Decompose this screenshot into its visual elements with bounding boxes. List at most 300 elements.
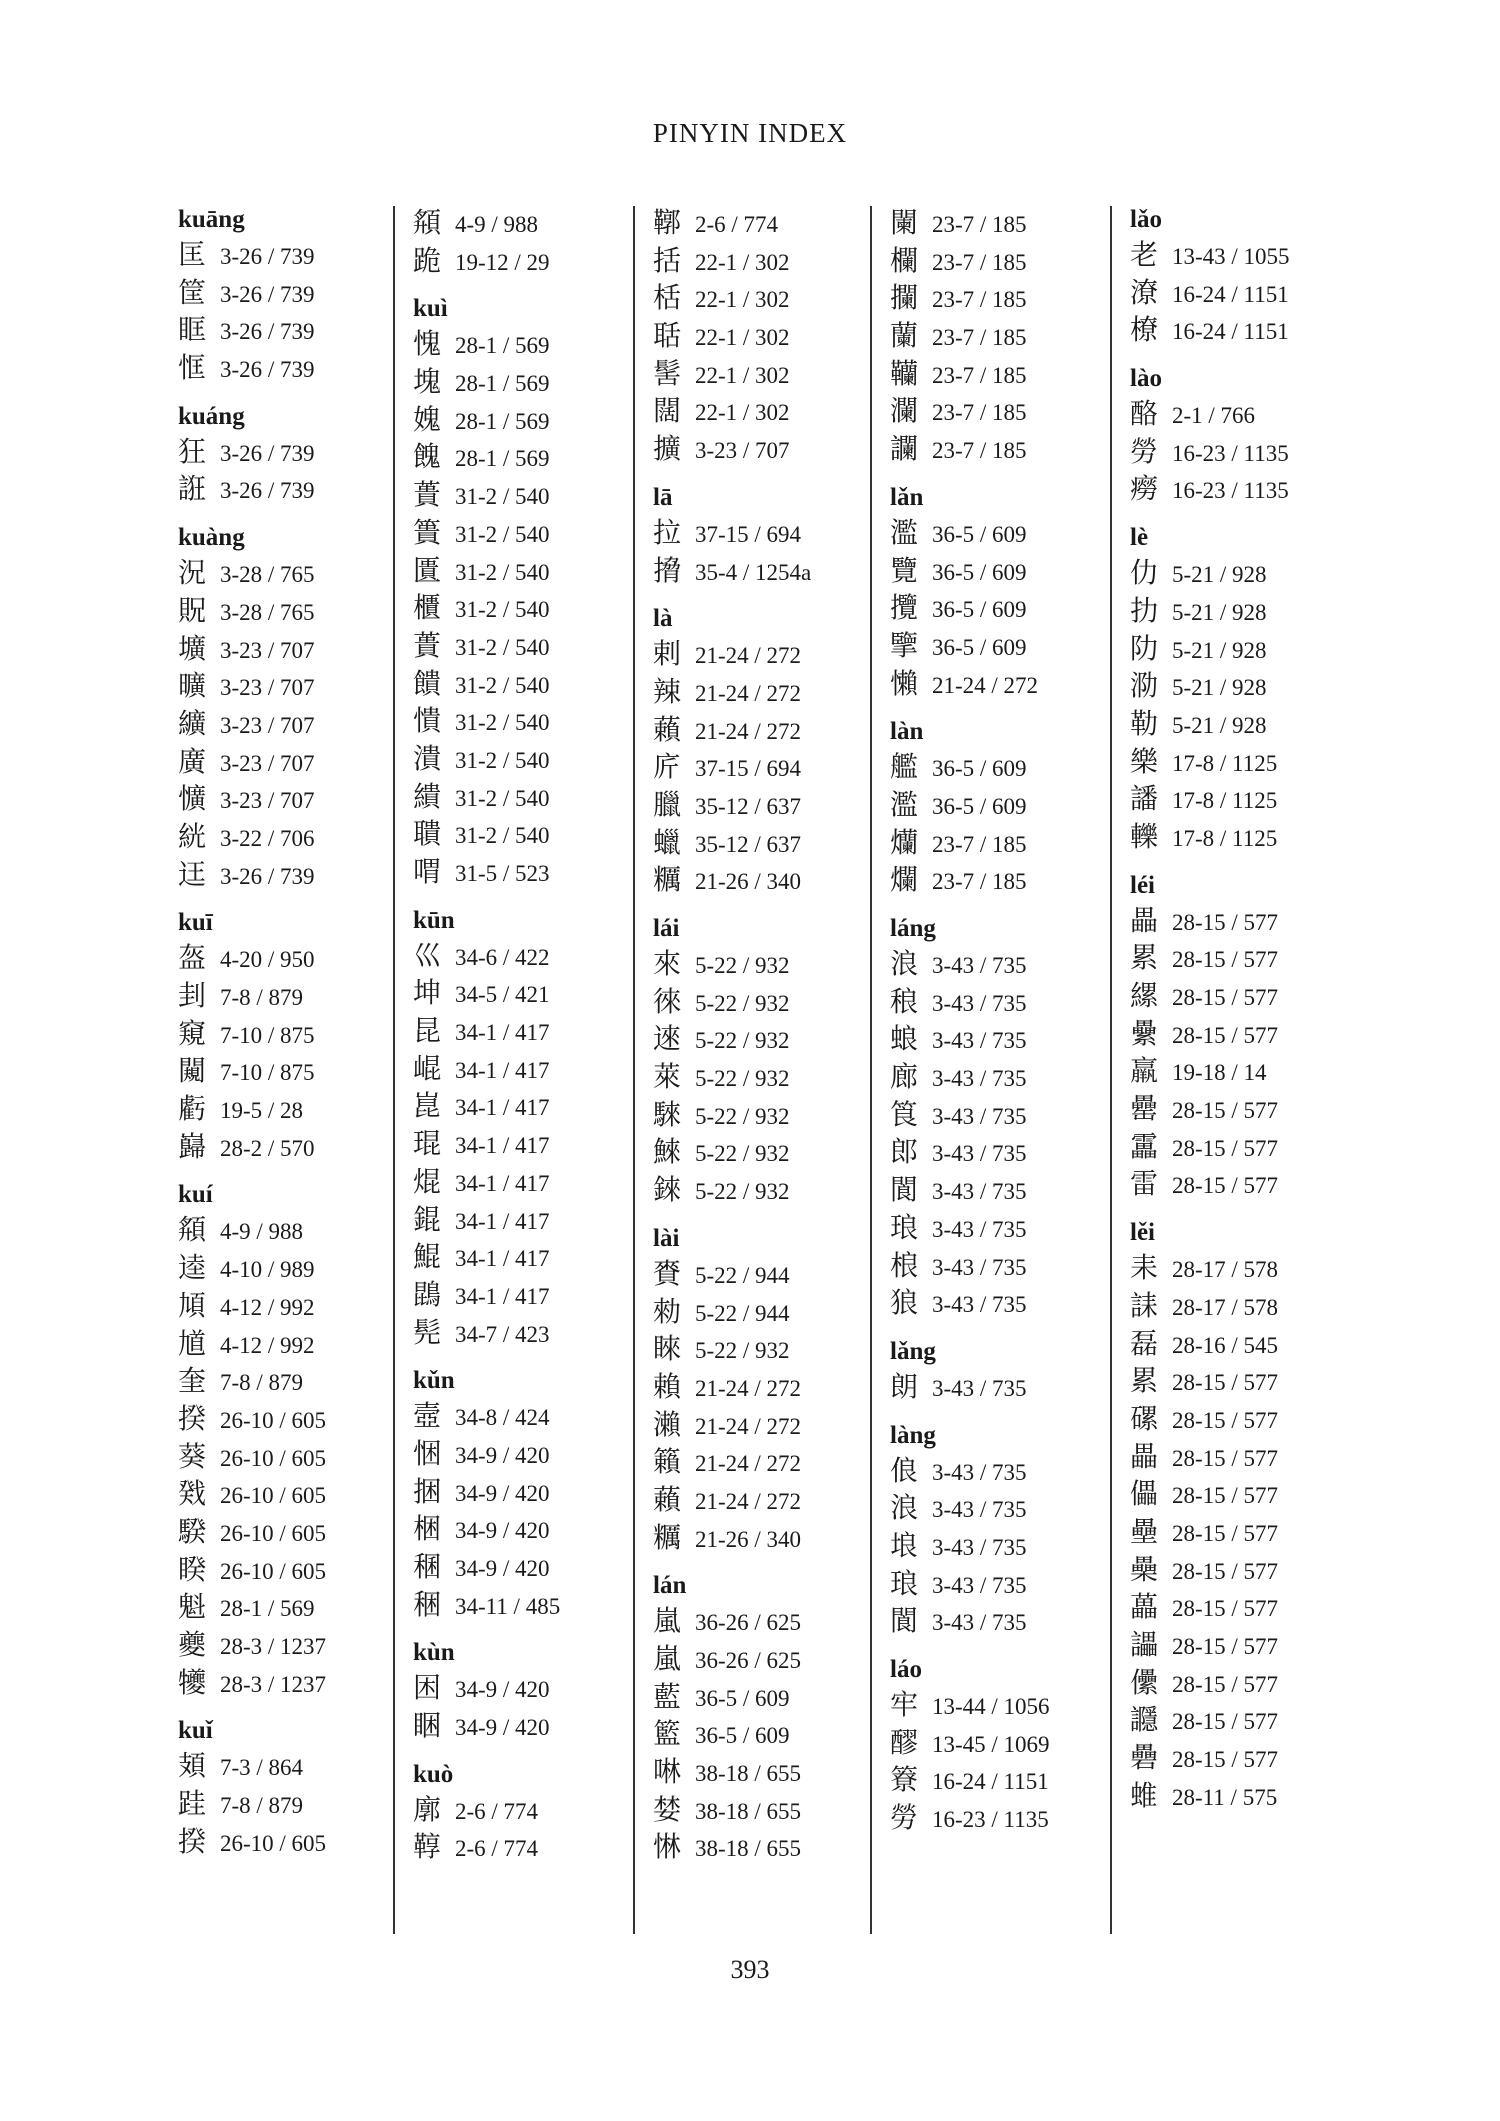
entry-reference: 3-43 / 735 bbox=[932, 1028, 1027, 1054]
character: 惏 bbox=[653, 1830, 682, 1864]
entry-reference: 13-45 / 1069 bbox=[932, 1731, 1050, 1757]
entry-reference: 7-3 / 864 bbox=[220, 1755, 304, 1781]
pinyin-heading: kuì bbox=[413, 295, 448, 323]
character: 畾 bbox=[1130, 903, 1159, 937]
character: 桹 bbox=[890, 1248, 919, 1282]
character: 刲 bbox=[178, 979, 207, 1012]
entry-reference: 3-26 / 739 bbox=[220, 281, 315, 307]
index-entry bbox=[413, 1435, 560, 1473]
index-entry bbox=[890, 1489, 1050, 1527]
entry-reference: 21-24 / 272 bbox=[695, 680, 802, 706]
index-entry bbox=[1130, 743, 1290, 781]
character: 讄 bbox=[1130, 1628, 1159, 1661]
index-entry bbox=[653, 1640, 811, 1678]
index-entry bbox=[1130, 1588, 1290, 1626]
character: 浪 bbox=[890, 947, 919, 980]
entry-reference: 21-24 / 272 bbox=[695, 1488, 802, 1514]
index-entry bbox=[890, 1284, 1050, 1322]
index-entry bbox=[413, 1050, 560, 1088]
entry-reference: 3-43 / 735 bbox=[932, 1141, 1027, 1167]
index-entry bbox=[178, 1626, 326, 1664]
character: 蜼 bbox=[1130, 1778, 1159, 1812]
index-entry bbox=[890, 1171, 1050, 1209]
entry-reference: 34-9 / 420 bbox=[455, 1556, 550, 1581]
entry-reference: 3-43 / 735 bbox=[932, 1103, 1027, 1129]
character: 跪 bbox=[413, 243, 442, 277]
entry-reference: 28-17 / 578 bbox=[1172, 1257, 1279, 1283]
character: 蘭 bbox=[890, 319, 919, 353]
index-entry bbox=[890, 665, 1050, 703]
index-entry bbox=[1130, 1249, 1290, 1287]
character: 艦 bbox=[890, 750, 919, 784]
character: 攬 bbox=[890, 591, 919, 625]
entry-reference: 5-22 / 932 bbox=[695, 1066, 790, 1092]
entry-reference: 36-26 / 625 bbox=[695, 1648, 802, 1673]
character: 仂 bbox=[1130, 556, 1159, 590]
index-entry bbox=[1130, 1400, 1290, 1438]
character: 濫 bbox=[890, 515, 919, 549]
character: 坤 bbox=[413, 976, 442, 1010]
entry-reference: 23-7 / 185 bbox=[932, 249, 1027, 275]
entry-reference: 4-12 / 992 bbox=[220, 1294, 315, 1320]
entry-reference: 28-15 / 577 bbox=[1172, 1634, 1279, 1659]
index-entry bbox=[178, 1211, 326, 1249]
character: 籃 bbox=[653, 1717, 682, 1751]
entry-reference: 23-7 / 185 bbox=[932, 287, 1027, 313]
index-entry bbox=[653, 242, 811, 280]
entry-reference: 3-23 / 707 bbox=[220, 788, 315, 814]
character: 鯠 bbox=[653, 1135, 682, 1169]
index-entry bbox=[178, 977, 326, 1015]
index-entry bbox=[413, 1707, 560, 1745]
character: 饋 bbox=[413, 666, 442, 700]
character: 糲 bbox=[653, 1520, 682, 1554]
entry-reference: 28-1 / 569 bbox=[455, 408, 550, 434]
entry-reference: 26-10 / 605 bbox=[220, 1407, 327, 1433]
index-entry bbox=[890, 589, 1050, 627]
character: 老 bbox=[1130, 238, 1159, 271]
entry-reference: 5-21 / 928 bbox=[1172, 637, 1267, 663]
index-entry bbox=[178, 780, 326, 818]
index-entry bbox=[178, 630, 326, 668]
character: 浪 bbox=[890, 1491, 919, 1525]
character: 耒 bbox=[1130, 1251, 1159, 1285]
index-entry bbox=[1130, 1090, 1290, 1128]
pinyin-heading: làng bbox=[890, 1421, 936, 1449]
pinyin-heading: láng bbox=[890, 915, 936, 942]
character: 虧 bbox=[178, 1092, 207, 1126]
index-entry bbox=[653, 355, 811, 393]
page-title: PINYIN INDEX bbox=[652, 118, 848, 148]
entry-reference: 5-21 / 928 bbox=[1172, 599, 1267, 625]
entry-reference: 5-22 / 932 bbox=[695, 990, 790, 1016]
entry-reference: 26-10 / 605 bbox=[220, 1483, 327, 1509]
entry-reference: 28-15 / 577 bbox=[1172, 947, 1279, 973]
entry-reference: 3-23 / 707 bbox=[220, 750, 315, 776]
pinyin-heading: láo bbox=[890, 1656, 922, 1683]
index-entry bbox=[1130, 977, 1290, 1015]
character: 濫 bbox=[890, 787, 919, 821]
index-entry bbox=[413, 325, 560, 363]
entry-reference: 34-11 / 485 bbox=[455, 1593, 561, 1619]
entry-reference: 34-6 / 422 bbox=[455, 944, 550, 970]
entry-reference: 21-26 / 340 bbox=[695, 869, 802, 895]
index-entry bbox=[890, 861, 1050, 899]
entry-reference: 5-22 / 932 bbox=[695, 1103, 790, 1129]
character: 糲 bbox=[653, 863, 682, 897]
index-entry bbox=[178, 274, 326, 312]
index-entry bbox=[178, 1128, 326, 1166]
index-entry bbox=[413, 937, 560, 975]
character: 曠 bbox=[178, 669, 207, 703]
index-entry bbox=[178, 1664, 326, 1702]
entry-reference: 26-10 / 605 bbox=[220, 1830, 327, 1856]
index-entry bbox=[1130, 1052, 1290, 1090]
index-entry bbox=[890, 1799, 1050, 1837]
character: 崐 bbox=[413, 1051, 442, 1085]
character: 酪 bbox=[1130, 397, 1159, 431]
index-entry bbox=[653, 1519, 811, 1557]
pinyin-heading: kùn bbox=[413, 1639, 455, 1667]
index-entry bbox=[1130, 1475, 1290, 1513]
character: 賴 bbox=[653, 1369, 682, 1403]
index-entry bbox=[413, 1314, 560, 1352]
entry-reference: 26-10 / 605 bbox=[220, 1558, 327, 1584]
entry-reference: 3-28 / 765 bbox=[220, 562, 315, 588]
pinyin-heading: kǔn bbox=[413, 1367, 455, 1395]
character: 揆 bbox=[178, 1401, 207, 1435]
column-divider bbox=[1110, 206, 1112, 1934]
index-entry bbox=[653, 1133, 811, 1171]
character: 婪 bbox=[653, 1792, 682, 1826]
index-entry bbox=[413, 363, 560, 401]
index-entry bbox=[890, 1368, 1050, 1406]
index-entry bbox=[653, 786, 811, 824]
character: 誄 bbox=[1130, 1288, 1159, 1322]
character: 郎 bbox=[890, 1135, 919, 1169]
index-entry bbox=[890, 1686, 1050, 1724]
entry-reference: 34-9 / 420 bbox=[455, 1442, 550, 1468]
index-entry bbox=[1130, 1438, 1290, 1476]
column-divider bbox=[393, 206, 395, 1934]
index-entry bbox=[1130, 554, 1290, 592]
character: 琨 bbox=[413, 1127, 442, 1161]
index-entry bbox=[890, 355, 1050, 393]
entry-reference: 19-12 / 29 bbox=[455, 249, 550, 275]
character: 跬 bbox=[178, 1787, 207, 1821]
character: 壙 bbox=[178, 631, 207, 665]
index-entry bbox=[413, 1238, 560, 1276]
index-entry bbox=[653, 1828, 811, 1866]
entry-reference: 16-23 / 1135 bbox=[1172, 440, 1289, 466]
index-entry bbox=[413, 853, 560, 891]
entry-reference: 28-15 / 577 bbox=[1172, 1445, 1279, 1471]
index-entry bbox=[1130, 939, 1290, 977]
character: 筤 bbox=[890, 1097, 919, 1131]
index-entry bbox=[178, 1475, 326, 1513]
character: 藾 bbox=[653, 1482, 682, 1516]
entry-reference: 36-26 / 625 bbox=[695, 1610, 802, 1636]
entry-reference: 23-7 / 185 bbox=[932, 325, 1027, 351]
entry-reference: 31-2 / 540 bbox=[455, 747, 550, 773]
entry-reference: 28-15 / 577 bbox=[1172, 1596, 1279, 1622]
pinyin-heading: kuī bbox=[178, 909, 213, 937]
entry-reference: 28-15 / 577 bbox=[1172, 909, 1279, 935]
entry-reference: 34-1 / 417 bbox=[455, 1283, 550, 1309]
index-entry bbox=[413, 242, 560, 280]
index-entry bbox=[178, 939, 326, 977]
character: 犪 bbox=[178, 1665, 207, 1699]
pinyin-heading: lǎo bbox=[1130, 206, 1162, 233]
character: 壼 bbox=[413, 1399, 442, 1433]
character: 盔 bbox=[178, 941, 207, 975]
entry-reference: 26-10 / 605 bbox=[220, 1520, 327, 1546]
character: 絖 bbox=[178, 819, 207, 853]
character: 磥 bbox=[1130, 1401, 1159, 1435]
entry-reference: 28-16 / 545 bbox=[1172, 1332, 1279, 1358]
index-entry bbox=[413, 815, 560, 853]
pinyin-heading: kuáng bbox=[178, 402, 245, 430]
character: 閬 bbox=[890, 1173, 919, 1207]
entry-reference: 3-26 / 739 bbox=[220, 863, 315, 889]
character: 塊 bbox=[413, 365, 442, 399]
index-entry bbox=[178, 470, 326, 508]
character: 纍 bbox=[1130, 1016, 1159, 1050]
index-entry bbox=[413, 1125, 560, 1163]
character: 礨 bbox=[1130, 1741, 1159, 1775]
entry-reference: 5-22 / 932 bbox=[695, 1141, 790, 1167]
character: 牢 bbox=[890, 1688, 919, 1721]
character: 捆 bbox=[413, 1474, 442, 1508]
index-entry bbox=[413, 1276, 560, 1314]
index-entry bbox=[653, 1171, 811, 1209]
index-entry bbox=[653, 1602, 811, 1640]
entry-reference: 35-12 / 637 bbox=[695, 793, 802, 819]
character: 擴 bbox=[653, 432, 682, 466]
entry-reference: 7-8 / 879 bbox=[220, 1793, 304, 1819]
index-entry bbox=[178, 592, 326, 630]
index-column-4 bbox=[890, 204, 1050, 1837]
character: 稛 bbox=[413, 1550, 442, 1583]
entry-reference: 22-1 / 302 bbox=[695, 325, 790, 351]
character: 嵐 bbox=[653, 1604, 682, 1638]
entry-reference: 3-43 / 735 bbox=[932, 1066, 1027, 1092]
entry-reference: 34-9 / 420 bbox=[455, 1518, 550, 1544]
character: 櫐 bbox=[1130, 1552, 1159, 1586]
entry-reference: 22-1 / 302 bbox=[695, 362, 790, 388]
index-entry bbox=[653, 1753, 811, 1791]
entry-reference: 2-6 / 774 bbox=[695, 212, 779, 237]
index-entry bbox=[653, 1443, 811, 1481]
character: 逨 bbox=[653, 1022, 682, 1056]
entry-reference: 21-24 / 272 bbox=[695, 643, 802, 669]
entry-reference: 23-7 / 185 bbox=[932, 400, 1027, 426]
index-entry bbox=[653, 1678, 811, 1716]
character: 睞 bbox=[653, 1332, 682, 1366]
index-entry bbox=[653, 635, 811, 673]
index-entry bbox=[1130, 1015, 1290, 1053]
character: 廊 bbox=[890, 1060, 919, 1094]
entry-reference: 19-18 / 14 bbox=[1172, 1060, 1267, 1086]
index-entry bbox=[890, 204, 1050, 242]
index-entry bbox=[413, 1510, 560, 1548]
pinyin-heading: làn bbox=[890, 718, 924, 746]
entry-reference: 17-8 / 1125 bbox=[1172, 750, 1278, 776]
entry-reference: 2-6 / 774 bbox=[455, 1798, 539, 1824]
entry-reference: 28-15 / 577 bbox=[1172, 1520, 1279, 1546]
entry-reference: 13-43 / 1055 bbox=[1172, 244, 1290, 269]
entry-reference: 23-7 / 185 bbox=[932, 869, 1027, 895]
index-entry bbox=[178, 236, 326, 274]
character: 騋 bbox=[653, 1097, 682, 1131]
character: 埌 bbox=[890, 1528, 919, 1562]
index-column-5 bbox=[1130, 204, 1290, 1814]
index-entry bbox=[653, 514, 811, 552]
entry-reference: 3-43 / 735 bbox=[932, 953, 1027, 978]
character: 頄 bbox=[178, 1288, 207, 1322]
character: 徠 bbox=[653, 984, 682, 1018]
entry-reference: 23-7 / 185 bbox=[932, 438, 1027, 464]
character: 括 bbox=[653, 243, 682, 277]
entry-reference: 7-10 / 875 bbox=[220, 1060, 315, 1086]
character: 夔 bbox=[178, 1628, 207, 1661]
entry-reference: 28-15 / 577 bbox=[1172, 1483, 1279, 1509]
entry-reference: 5-22 / 944 bbox=[695, 1300, 790, 1326]
character: 錕 bbox=[413, 1202, 442, 1236]
index-entry bbox=[413, 702, 560, 740]
character: 壘 bbox=[1130, 1514, 1159, 1548]
character: 琅 bbox=[890, 1210, 919, 1244]
character: 狼 bbox=[890, 1286, 919, 1320]
character: 羸 bbox=[1130, 1054, 1159, 1088]
index-entry bbox=[653, 861, 811, 899]
index-entry bbox=[413, 1586, 560, 1624]
entry-reference: 7-10 / 875 bbox=[220, 1022, 315, 1048]
character: 馗 bbox=[178, 1326, 207, 1360]
entry-reference: 3-26 / 739 bbox=[220, 244, 315, 269]
index-column-3 bbox=[653, 204, 811, 1866]
index-entry bbox=[178, 1400, 326, 1438]
entry-reference: 21-24 / 272 bbox=[695, 1451, 802, 1477]
index-entry bbox=[890, 430, 1050, 468]
index-entry bbox=[890, 1209, 1050, 1247]
index-entry bbox=[413, 589, 560, 627]
character: 狂 bbox=[178, 434, 207, 468]
character: 爤 bbox=[890, 825, 919, 859]
entry-reference: 21-24 / 272 bbox=[695, 1413, 802, 1439]
character: 喟 bbox=[413, 855, 442, 888]
index-entry bbox=[1130, 592, 1290, 630]
index-entry bbox=[653, 1791, 811, 1829]
entry-reference: 28-1 / 569 bbox=[220, 1596, 315, 1622]
entry-reference: 28-1 / 569 bbox=[455, 371, 550, 397]
index-entry bbox=[1130, 1128, 1290, 1166]
character: 梱 bbox=[413, 1512, 442, 1546]
entry-reference: 5-22 / 932 bbox=[695, 953, 790, 978]
index-entry bbox=[890, 1247, 1050, 1285]
character: 辣 bbox=[653, 674, 682, 708]
index-entry bbox=[890, 627, 1050, 665]
index-entry bbox=[653, 392, 811, 430]
entry-reference: 3-26 / 739 bbox=[220, 319, 315, 345]
character: 庍 bbox=[653, 750, 682, 784]
character: 悃 bbox=[413, 1436, 442, 1470]
character: 樂 bbox=[1130, 744, 1159, 778]
index-entry bbox=[653, 748, 811, 786]
index-entry bbox=[413, 1669, 560, 1707]
character: 闌 bbox=[890, 206, 919, 239]
index-entry bbox=[413, 204, 560, 242]
character: 愧 bbox=[413, 327, 442, 361]
character: 畾 bbox=[1130, 1439, 1159, 1473]
index-entry bbox=[413, 552, 560, 590]
entry-reference: 28-15 / 577 bbox=[1172, 1671, 1279, 1697]
index-entry bbox=[890, 552, 1050, 590]
column-divider bbox=[870, 206, 872, 1934]
entry-reference: 3-23 / 707 bbox=[220, 675, 315, 701]
entry-reference: 28-15 / 577 bbox=[1172, 1558, 1279, 1584]
character: 筐 bbox=[178, 275, 207, 309]
entry-reference: 31-2 / 540 bbox=[455, 521, 550, 547]
entry-reference: 3-43 / 735 bbox=[932, 1610, 1027, 1636]
index-entry bbox=[1130, 1777, 1290, 1815]
index-entry bbox=[1130, 1739, 1290, 1777]
character: 廣 bbox=[178, 744, 207, 778]
index-column-1 bbox=[178, 204, 326, 1860]
entry-reference: 3-43 / 735 bbox=[932, 990, 1027, 1016]
index-entry bbox=[1130, 311, 1290, 349]
index-entry bbox=[1130, 1551, 1290, 1589]
entry-reference: 3-43 / 735 bbox=[932, 1216, 1027, 1242]
page-number: 393 bbox=[730, 1955, 770, 1984]
entry-reference: 37-15 / 694 bbox=[695, 521, 802, 547]
entry-reference: 2-1 / 766 bbox=[1172, 403, 1256, 429]
character: 聒 bbox=[653, 319, 682, 353]
index-entry bbox=[413, 438, 560, 476]
entry-reference: 34-9 / 420 bbox=[455, 1677, 550, 1703]
entry-reference: 3-43 / 735 bbox=[932, 1292, 1027, 1318]
character: 蜋 bbox=[890, 1022, 919, 1056]
index-entry bbox=[653, 1330, 811, 1368]
entry-reference: 31-2 / 540 bbox=[455, 672, 550, 698]
character: 罍 bbox=[1130, 1092, 1159, 1126]
character: 巋 bbox=[178, 1129, 207, 1163]
entry-reference: 35-4 / 1254a bbox=[695, 559, 812, 585]
index-entry bbox=[1130, 667, 1290, 705]
index-entry bbox=[890, 1096, 1050, 1134]
entry-reference: 21-24 / 272 bbox=[695, 718, 802, 744]
character: 睽 bbox=[178, 1552, 207, 1586]
entry-reference: 36-5 / 609 bbox=[932, 756, 1027, 782]
index-entry bbox=[890, 1020, 1050, 1058]
character: 潰 bbox=[413, 741, 442, 775]
index-entry bbox=[653, 1293, 811, 1331]
character: 簝 bbox=[890, 1763, 919, 1797]
character: 靁 bbox=[1130, 1129, 1159, 1163]
index-entry bbox=[890, 1527, 1050, 1565]
index-entry bbox=[890, 786, 1050, 824]
entry-reference: 19-5 / 28 bbox=[220, 1098, 304, 1124]
index-entry bbox=[653, 824, 811, 862]
character: 俍 bbox=[890, 1453, 919, 1487]
entry-reference: 36-5 / 609 bbox=[932, 597, 1027, 623]
character: 匱 bbox=[413, 553, 442, 587]
index-entry bbox=[178, 818, 326, 856]
character: 剌 bbox=[653, 637, 682, 671]
character: 戣 bbox=[178, 1477, 207, 1511]
entry-reference: 28-11 / 575 bbox=[1172, 1784, 1278, 1810]
character: 譒 bbox=[1130, 782, 1159, 816]
